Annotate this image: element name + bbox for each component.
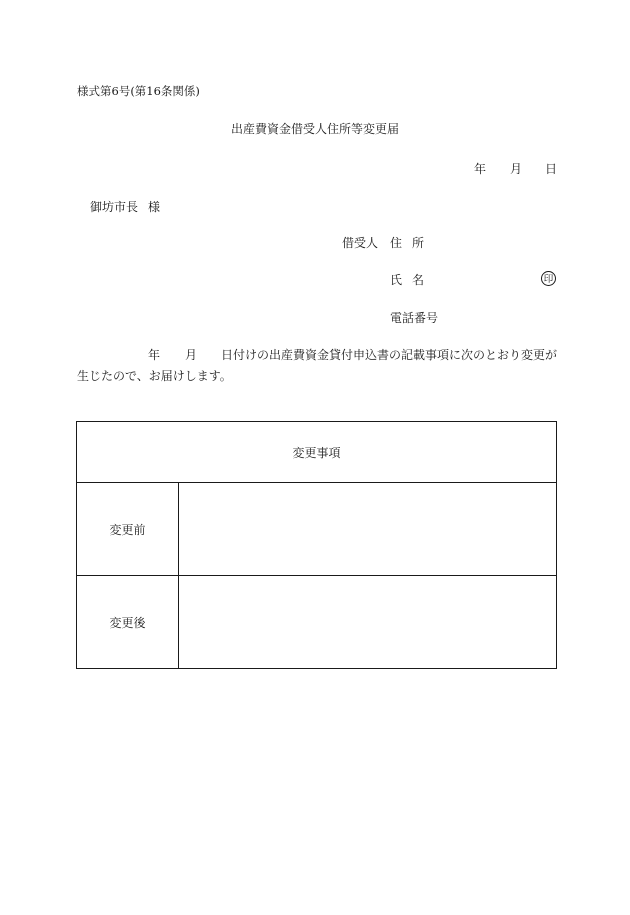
form-number: 様式第6号(第16条関係): [77, 84, 200, 98]
body-month-label: 月: [185, 348, 198, 362]
date-day-label: 日: [545, 162, 558, 176]
before-change-label: 変更前: [77, 483, 179, 576]
table-row: [77, 483, 557, 576]
name-label: 氏名: [390, 273, 435, 287]
addressee-name: 御坊市長: [90, 200, 139, 214]
body-text-line-2: 生じたので、お届けします。: [77, 369, 232, 383]
changes-table: [76, 421, 557, 669]
after-change-field[interactable]: [179, 576, 557, 669]
table-row: [77, 576, 557, 669]
after-change-label: 変更後: [77, 576, 179, 669]
address-label: 住所: [390, 236, 435, 250]
before-change-field[interactable]: [179, 483, 557, 576]
addressee-suffix: 様: [148, 200, 161, 214]
borrower-label: 借受人: [342, 236, 379, 250]
document-title: 出産費資金借受人住所等変更届: [230, 122, 399, 136]
phone-label: 電話番号: [390, 311, 439, 325]
date-month-label: 月: [510, 162, 523, 176]
date-year-label: 年: [474, 162, 487, 176]
body-text-rest: 日付けの出産費資金貸付申込書の記載事項に次のとおり変更が: [221, 348, 558, 362]
changes-table-header: 変更事項: [77, 422, 557, 483]
body-year-label: 年: [148, 348, 161, 362]
seal-icon: 印: [541, 271, 556, 286]
